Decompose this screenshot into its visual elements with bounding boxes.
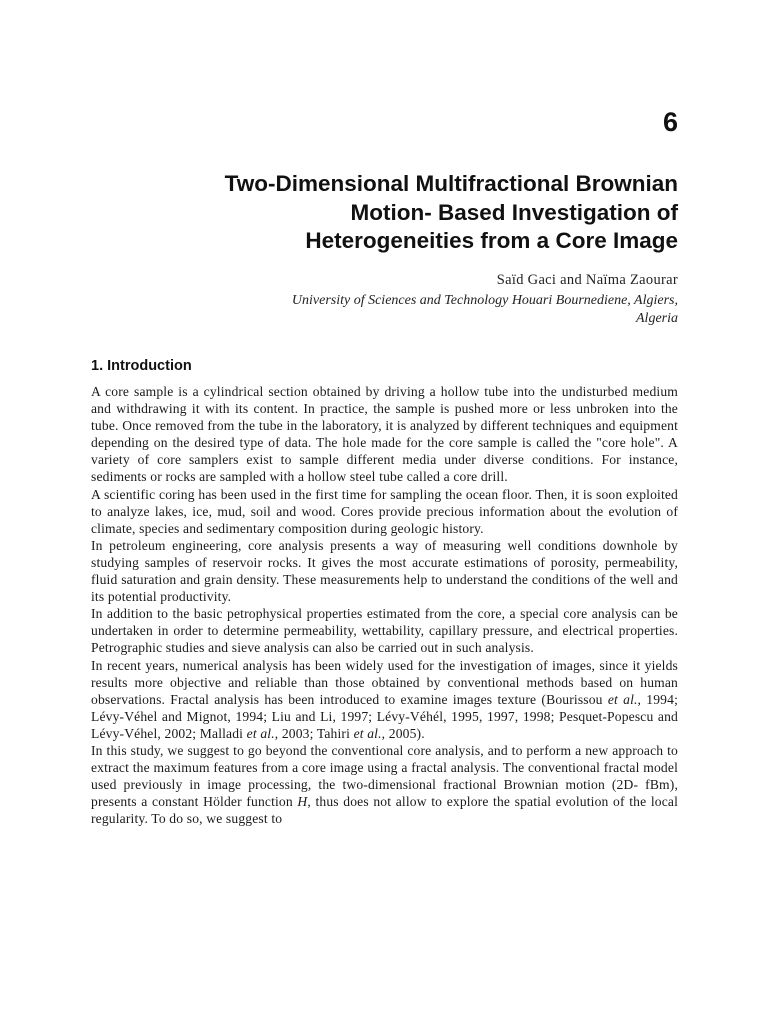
italic-text: et al.	[607, 691, 638, 707]
affiliation	[178, 292, 678, 328]
paragraph-text: In petroleum engineering, core analysis presents a way of measuring well conditions downhole by studying samples of reservoir rocks. It gives the most accurate estimations of porosity, permeability, fluid saturation and grain density. These measurements help to understand the conditions of the well and its potential productivity.	[91, 537, 678, 605]
paragraph-text: A scientific coring has been used in the first time for sampling the ocean floor. Then, it is soon exploited to analyze lakes, ice, mud, soil and wood. Cores provide precious information about the evolution of climate, species and sedimentary composition during geologic history.	[91, 486, 678, 536]
paragraph-text: , thus does not allow to explore the spatial evolution of the local regularity. To do so, we suggest to	[91, 794, 678, 827]
paragraph	[91, 742, 678, 827]
chapter-title	[91, 170, 678, 256]
paragraph-text: In recent years, numerical analysis has been widely used for the investigation of images, since it yields results more objective and reliable than those obtained by conventional methods based on human observations. Fractal analysis has been introduced to examine images texture (Bourissou	[91, 657, 678, 707]
italic-text: H	[297, 794, 308, 810]
chapter-number: 6	[662, 107, 678, 137]
italic-text: et al.	[353, 725, 382, 741]
paragraph	[91, 605, 678, 656]
paragraph-text: In addition to the basic petrophysical properties estimated from the core, a special core analysis can be undertaken in order to determine permeability, wettability, capillary pressure, and electrical properties. Petrographic studies and sieve analysis can also be carried out in such analysis.	[91, 606, 678, 656]
paragraph-text: , 2005).	[381, 725, 425, 741]
paragraph-text: , 1994; Lévy-Véhel and Mignot, 1994; Liu and Li, 1997; Lévy-Véhél, 1995, 1997, 1998; Pesquet-Popescu and Lévy-Véhel, 2002; Malladi	[91, 691, 679, 741]
section-heading: 1. Introduction	[91, 358, 192, 374]
paragraph-text: A core sample is a cylindrical section obtained by driving a hollow tube into the undisturbed medium and withdrawing it with its content. In practice, the sample is pushed more or less unbroken into the tube. Once removed from the tube in the laboratory, it is analyzed by different techniques and equipment depending on the desired type of data. The hole made for the core sample is called the "core hole". A variety of core samplers exist to sample different media under diverse conditions. For instance, sediments or rocks are sampled with a hollow steel tube called a core drill.	[91, 384, 678, 485]
chapter-title-line: Two-Dimensional Multifractional Brownian	[224, 171, 678, 196]
chapter-title-line: Motion- Based Investigation of	[350, 199, 678, 225]
paragraph-text: In this study, we suggest to go beyond the conventional core analysis, and to perform a new approach to extract the maximum features from a core image using a fractal analysis. The conventional fractal model used previously in image processing, the two-dimensional fractional Brownian motion (2D- fBm), presents a constant Hölder function	[91, 742, 678, 810]
chapter-title-line: Heterogeneities from a Core Image	[305, 228, 678, 253]
paragraph	[91, 657, 678, 742]
affiliation-line: Algeria	[636, 311, 678, 326]
authors: Saïd Gaci and Naïma Zaourar	[496, 272, 678, 288]
paragraph	[91, 537, 678, 605]
body-text	[91, 383, 678, 827]
italic-text: et al.	[246, 725, 275, 741]
paragraph	[91, 383, 678, 486]
paragraph-text: , 2003; Tahiri	[274, 725, 354, 741]
paragraph	[91, 486, 678, 537]
affiliation-line: University of Sciences and Technology Houari Bournediene, Algiers,	[291, 293, 678, 308]
